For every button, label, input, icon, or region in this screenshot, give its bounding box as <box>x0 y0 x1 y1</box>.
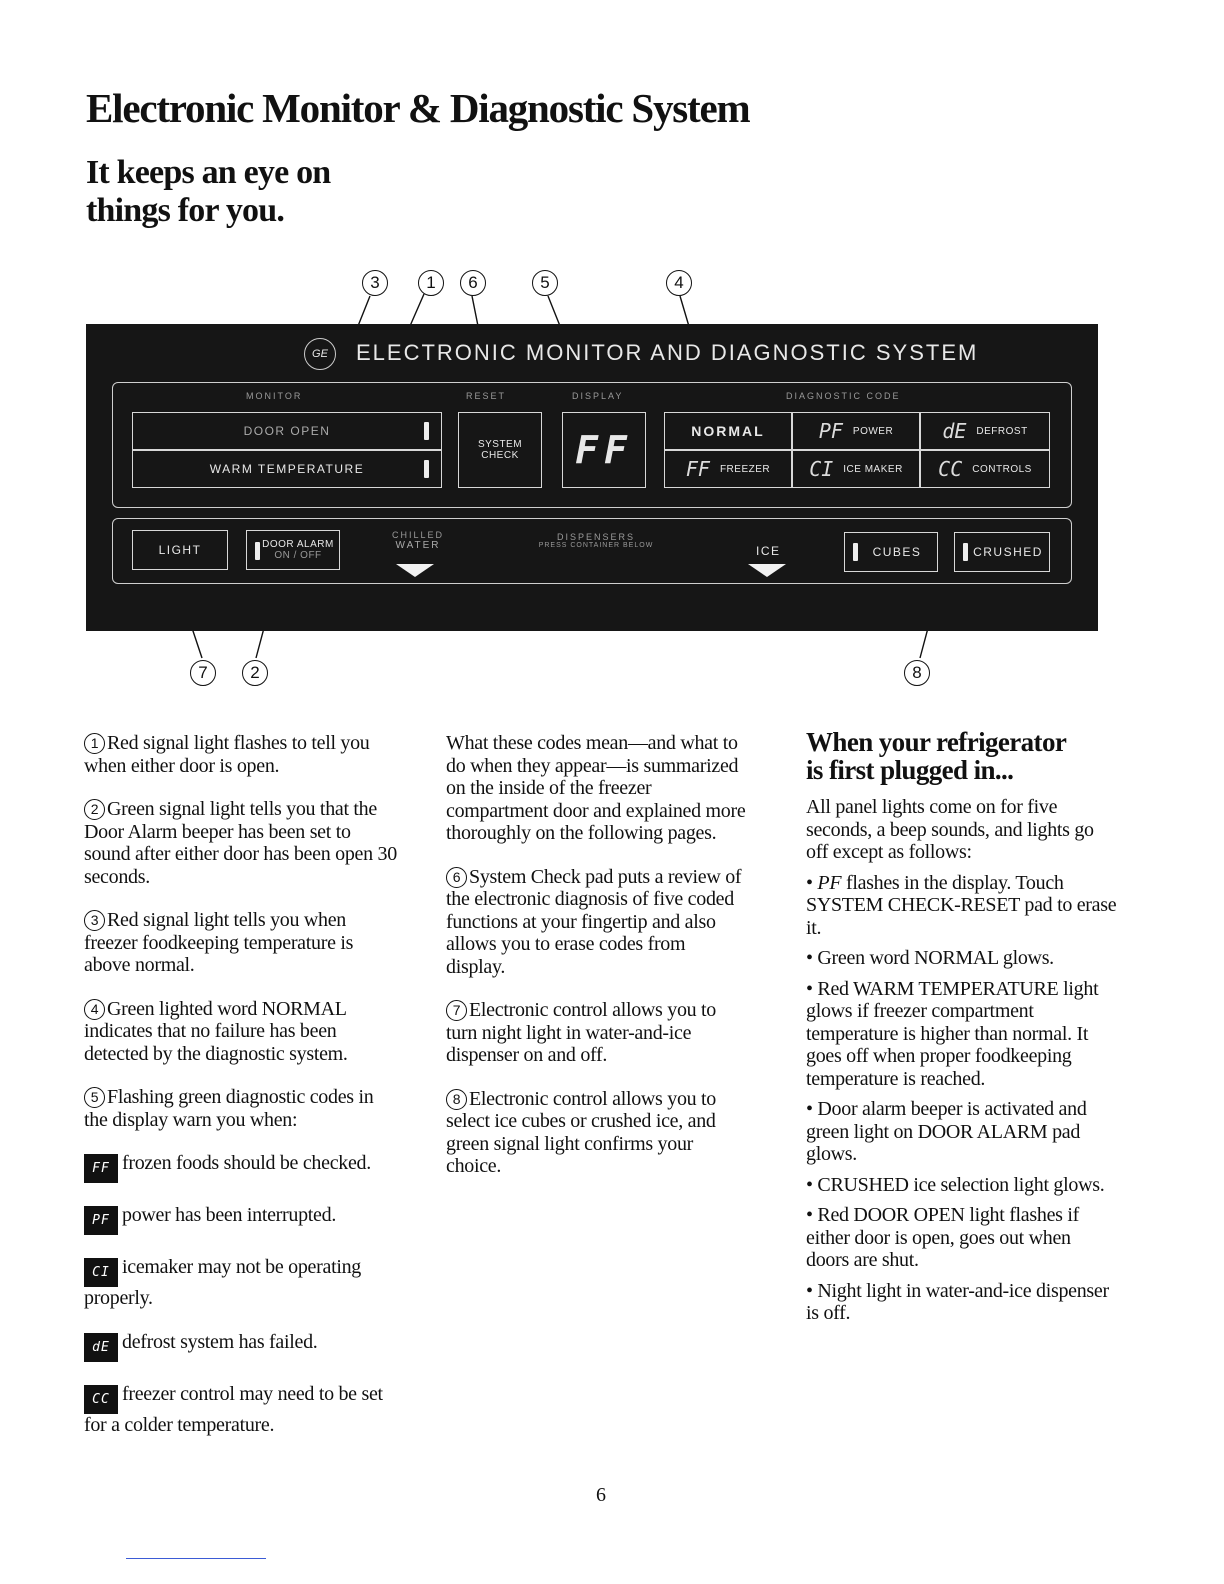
item-2 <box>84 798 400 888</box>
diag-code-defrost-label: DEFROST <box>976 425 1028 437</box>
item-2-number: 2 <box>84 799 105 820</box>
item-5-number: 5 <box>84 1087 105 1108</box>
code-de-text: defrost system has failed. <box>122 1330 318 1353</box>
system-check-button[interactable] <box>458 412 542 488</box>
item-6-number: 6 <box>446 867 467 888</box>
page-title: Electronic Monitor & Diagnostic System <box>86 85 750 131</box>
bullet-4: • Door alarm beeper is activated and green light on DOOR ALARM pad glows. <box>806 1098 1087 1165</box>
callout-3: 3 <box>362 270 388 296</box>
section-reset-label: RESET <box>466 391 507 401</box>
item-1-number: 1 <box>84 733 105 754</box>
item-1 <box>84 732 400 777</box>
crushed-light-icon <box>963 543 968 561</box>
item-6 <box>446 866 746 979</box>
callout-6: 6 <box>460 270 486 296</box>
door-alarm-button[interactable] <box>246 530 340 570</box>
warm-temperature-label: WARM TEMPERATURE <box>209 462 365 476</box>
normal-label: NORMAL <box>691 423 765 439</box>
code-item-de <box>84 1331 400 1362</box>
item-4 <box>84 998 400 1066</box>
code-ff-icon: FF <box>84 1154 118 1183</box>
code-pf-text: power has been interrupted. <box>122 1204 337 1226</box>
item-7-text: Electronic control allows you to turn night light in water-and-ice dispenser on and off. <box>446 999 717 1066</box>
ice-label: ICE <box>756 544 781 558</box>
item-4-number: 4 <box>84 999 105 1020</box>
diag-code-power-symbol: PF <box>818 419 843 443</box>
normal-indicator <box>664 412 792 450</box>
panel-title: ELECTRONIC MONITOR AND DIAGNOSTIC SYSTEM <box>356 340 979 365</box>
light-button-label: LIGHT <box>158 543 202 557</box>
bullet-6: • Red DOOR OPEN light flashes if either door is open, goes out when doors are shut. <box>806 1204 1079 1271</box>
callout-2: 2 <box>242 660 268 686</box>
code-ci-text: icemaker may not be operating properly. <box>84 1256 361 1309</box>
callout-8: 8 <box>904 660 930 686</box>
code-item-ci <box>84 1256 400 1310</box>
section-monitor-label: MONITOR <box>246 391 303 401</box>
crushed-button[interactable] <box>954 532 1050 572</box>
cubes-label: CUBES <box>872 545 922 559</box>
system-check-label-2: CHECK <box>481 450 519 461</box>
item-3 <box>84 909 400 977</box>
column-1 <box>84 732 400 1457</box>
footer-rule <box>126 1558 266 1559</box>
dispensers-label <box>506 532 686 549</box>
dispensers-title: DISPENSERS <box>556 532 636 542</box>
door-open-light-icon <box>424 422 429 440</box>
item-8 <box>446 1088 746 1178</box>
diag-code-freezer-label: FREEZER <box>719 463 771 475</box>
door-alarm-label-1: DOOR ALARM <box>262 539 334 550</box>
light-button[interactable] <box>132 530 228 570</box>
callout-4: 4 <box>666 270 692 296</box>
bullet-6-text: Red DOOR OPEN light flashes if either door is open, goes out when doors are shut. <box>806 1204 1079 1271</box>
diag-code-controls <box>920 450 1050 488</box>
plugged-in-heading-line-2: is first plugged in... <box>806 755 1014 785</box>
plugged-in-heading-line-1: When your refrigerator <box>806 727 1067 757</box>
code-display <box>562 412 646 488</box>
ge-logo-icon: GE <box>304 338 336 370</box>
item-8-number: 8 <box>446 1089 467 1110</box>
item-6-text: System Check pad puts a review of the electronic diagnosis of five coded functions at your fingertip and also allows you to erase codes from display. <box>446 865 742 978</box>
section-diagnostic-label: DIAGNOSTIC CODE <box>786 391 901 401</box>
door-open-label: DOOR OPEN <box>243 424 331 438</box>
code-pf-icon: PF <box>84 1206 118 1235</box>
callout-7: 7 <box>190 660 216 686</box>
diag-code-power-label: POWER <box>852 425 894 437</box>
door-alarm-light-icon <box>255 542 260 560</box>
plugged-in-heading <box>806 728 1118 784</box>
warm-temperature-light-icon <box>424 460 429 478</box>
code-de-icon: dE <box>84 1333 118 1362</box>
callout-1: 1 <box>418 270 444 296</box>
diag-code-freezer-symbol: FF <box>685 457 710 481</box>
section-display-label: DISPLAY <box>572 391 624 401</box>
item-5 <box>84 1086 400 1131</box>
item-5-text: Flashing green diagnostic codes in the display warn you when: <box>84 1086 374 1131</box>
item-3-number: 3 <box>84 910 105 931</box>
code-item-pf <box>84 1204 400 1235</box>
diag-code-power <box>792 412 920 450</box>
diag-code-freezer <box>664 450 792 488</box>
cubes-light-icon <box>853 543 858 561</box>
item-2-text: Green signal light tells you that the Door Alarm beeper has been set to sound after either door has been open 30 seconds. <box>84 798 397 888</box>
code-ci-icon: CI <box>84 1258 118 1287</box>
bullet-7-text: Night light in water-and-ice dispenser is off. <box>806 1279 1109 1324</box>
codes-intro: What these codes mean—and what to do when they appear—is summarized on the inside of the freezer compartment door and explained more thoroughly on the following pages. <box>446 732 746 844</box>
door-alarm-label-2: ON / OFF <box>274 550 322 561</box>
bullet-4-text: Door alarm beeper is activated and green light on DOOR ALARM pad glows. <box>806 1098 1087 1165</box>
item-7-number: 7 <box>446 1000 467 1021</box>
item-8-text: Electronic control allows you to select ice cubes or crushed ice, and green signal light confirms your choice. <box>446 1087 717 1177</box>
bullet-2-text: Green word NORMAL glows. <box>817 947 1054 969</box>
diag-code-controls-symbol: CC <box>938 457 963 481</box>
diag-code-ice-maker <box>792 450 920 488</box>
diag-code-defrost-symbol: dE <box>942 419 967 443</box>
bullet-1: • PF flashes in the display. Touch SYSTEM CHECK-RESET pad to erase it. <box>806 871 1117 939</box>
page-number: 6 <box>596 1484 606 1506</box>
bullet-5: • CRUSHED ice selection light glows. <box>806 1173 1105 1196</box>
plugged-in-intro: All panel lights come on for five seconds, a beep sounds, and lights go off except as follows: <box>806 796 1094 863</box>
bullet-3-text: Red WARM TEMPERATURE light glows if freezer compartment temperature is higher than normal. It goes off when proper foodkeeping temperature is reached. <box>806 977 1099 1090</box>
chilled-label: CHILLED <box>391 530 444 540</box>
diag-code-ice-maker-symbol: CI <box>809 457 834 481</box>
item-4-text: Green lighted word NORMAL indicates that no failure has been detected by the diagnostic system. <box>84 997 348 1065</box>
bullet-1-text: flashes in the display. Touch SYSTEM CHECK-RESET pad to erase it. <box>806 871 1117 939</box>
bullet-7: • Night light in water-and-ice dispenser is off. <box>806 1279 1109 1324</box>
code-cc-icon: CC <box>84 1385 118 1414</box>
diag-code-controls-label: CONTROLS <box>972 463 1032 475</box>
ice-dispense-arrow-icon <box>748 564 786 577</box>
bullet-2: • Green word NORMAL glows. <box>806 947 1054 969</box>
water-label: WATER <box>395 540 441 551</box>
code-ff-text: frozen foods should be checked. <box>122 1152 371 1174</box>
bullet-3: • Red WARM TEMPERATURE light glows if freezer compartment temperature is higher than normal. It goes off when proper foodkeeping temperature is reached. <box>806 977 1099 1090</box>
diag-code-defrost <box>920 412 1050 450</box>
warm-temperature-indicator <box>132 450 442 488</box>
display-value: FF <box>575 428 633 472</box>
subtitle-line-1: It keeps an eye on <box>86 154 331 191</box>
crushed-label: CRUSHED <box>973 545 1043 559</box>
door-open-indicator <box>132 412 442 450</box>
bullet-5-text: CRUSHED ice selection light glows. <box>817 1173 1105 1196</box>
chilled-water-label <box>378 530 458 551</box>
subtitle-line-2: things for you. <box>86 192 285 229</box>
callout-5: 5 <box>532 270 558 296</box>
dispensers-instruction: PRESS CONTAINER BELOW <box>538 542 654 549</box>
code-cc-text: freezer control may need to be set for a colder temperature. <box>84 1382 383 1436</box>
item-7 <box>446 999 746 1067</box>
water-dispense-arrow-icon <box>396 564 434 577</box>
diag-code-ice-maker-label: ICE MAKER <box>843 463 903 475</box>
item-3-text: Red signal light tells you when freezer foodkeeping temperature is above normal. <box>84 909 354 976</box>
bullet-1-code: PF <box>817 871 842 894</box>
column-2 <box>446 732 746 1199</box>
control-panel <box>86 324 1098 631</box>
cubes-button[interactable] <box>844 532 938 572</box>
code-item-ff <box>84 1152 400 1183</box>
code-item-cc <box>84 1383 400 1437</box>
system-check-label-1: SYSTEM <box>477 439 523 450</box>
item-1-text: Red signal light flashes to tell you when either door is open. <box>84 732 370 777</box>
column-3 <box>806 728 1118 1333</box>
